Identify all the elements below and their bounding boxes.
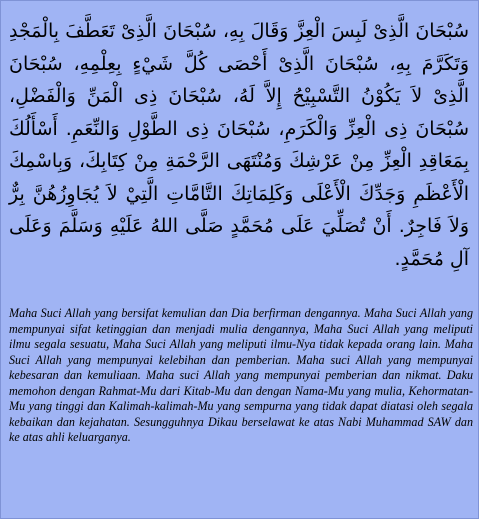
translation-text: Maha Suci Allah yang bersifat kemulian dan Dia berfirman dengannya. Maha Suci Allah yang mempunyai sifat ketinggian dan menjadi mulia dengannya, Maha Suci Allah yang meliputi ilmu segala sesuatu, Maha Suci Allah yang meliputi ilmu-Nya tidak kepada orang lain. Maha Suci Allah yang mempunyai kelebihan dan pemberian. Maha suci Allah yang mempunyai kebesaran dan kemuliaan. Maha suci Allah yang mempunyai pemberian dan nikmat. Daku memohon dengan Rahmat-Mu dari Kitab-Mu dan dengan Nama-Mu yang mulia, Kehormatan-Mu yang tinggi dan Kalimah-kalimah-Mu yang sempurna yang tidak dapat diatasi oleh segala kebaikan dan kejahatan. Sesungguhnya Dikau berselawat ke atas Nabi Muhammad SAW dan ke atas ahli keluarganya. (9, 306, 473, 444)
arabic-prayer-text: سُبْحَانَ الَّذِىْ لَبِسَ الْعِزَّ وَقَالَ بِهِ، سُبْحَانَ الَّذِىْ تَعَطَّفَ بِالْمَجْدِ وَتَكَرَّمَ بِهِ، سُبْحَانَ الَّذِىْ أَحْصَى كُلَّ شَيْءٍ بِعِلْمِهِ، سُبْحَانَ الَّذِىْ لاَ يَكُوْنُ التَّسْبِيْحُ إِلاَّ لَهُ، سُبْحَانَ ذِى الْمَنِّ وَالْفَضْلِ، سُبْحَانَ ذِى الْعِزِّ وَالْكَرَمِ، سُبْحَانَ ذِى الطَّوْلِ وَالنِّعَمِ. أَسْأَلُكَ بِمَعَاقِدِ الْعِزِّ مِنْ عَرْشِكَ وَمُنْتَهَى الرَّحْمَةِ مِنْ كِتَابِكَ، وَبِاسْمِكَ الْأَعْظَمِ وَجَدِّكَ الْأَعْلَى وَكَلِمَاتِكَ التَّامَّاتِ الَّتِيْ لاَ يُجَاوِزُهُنَّ بِرٌّ وَلاَ فَاجِرٌ. أَنْ تُصَلِّيَ عَلَى مُحَمَّدٍ صَلَّى اللهُ عَلَيْهِ وَسَلَّمَ وَعَلَى آلِ مُحَمَّدٍ. (9, 20, 469, 270)
